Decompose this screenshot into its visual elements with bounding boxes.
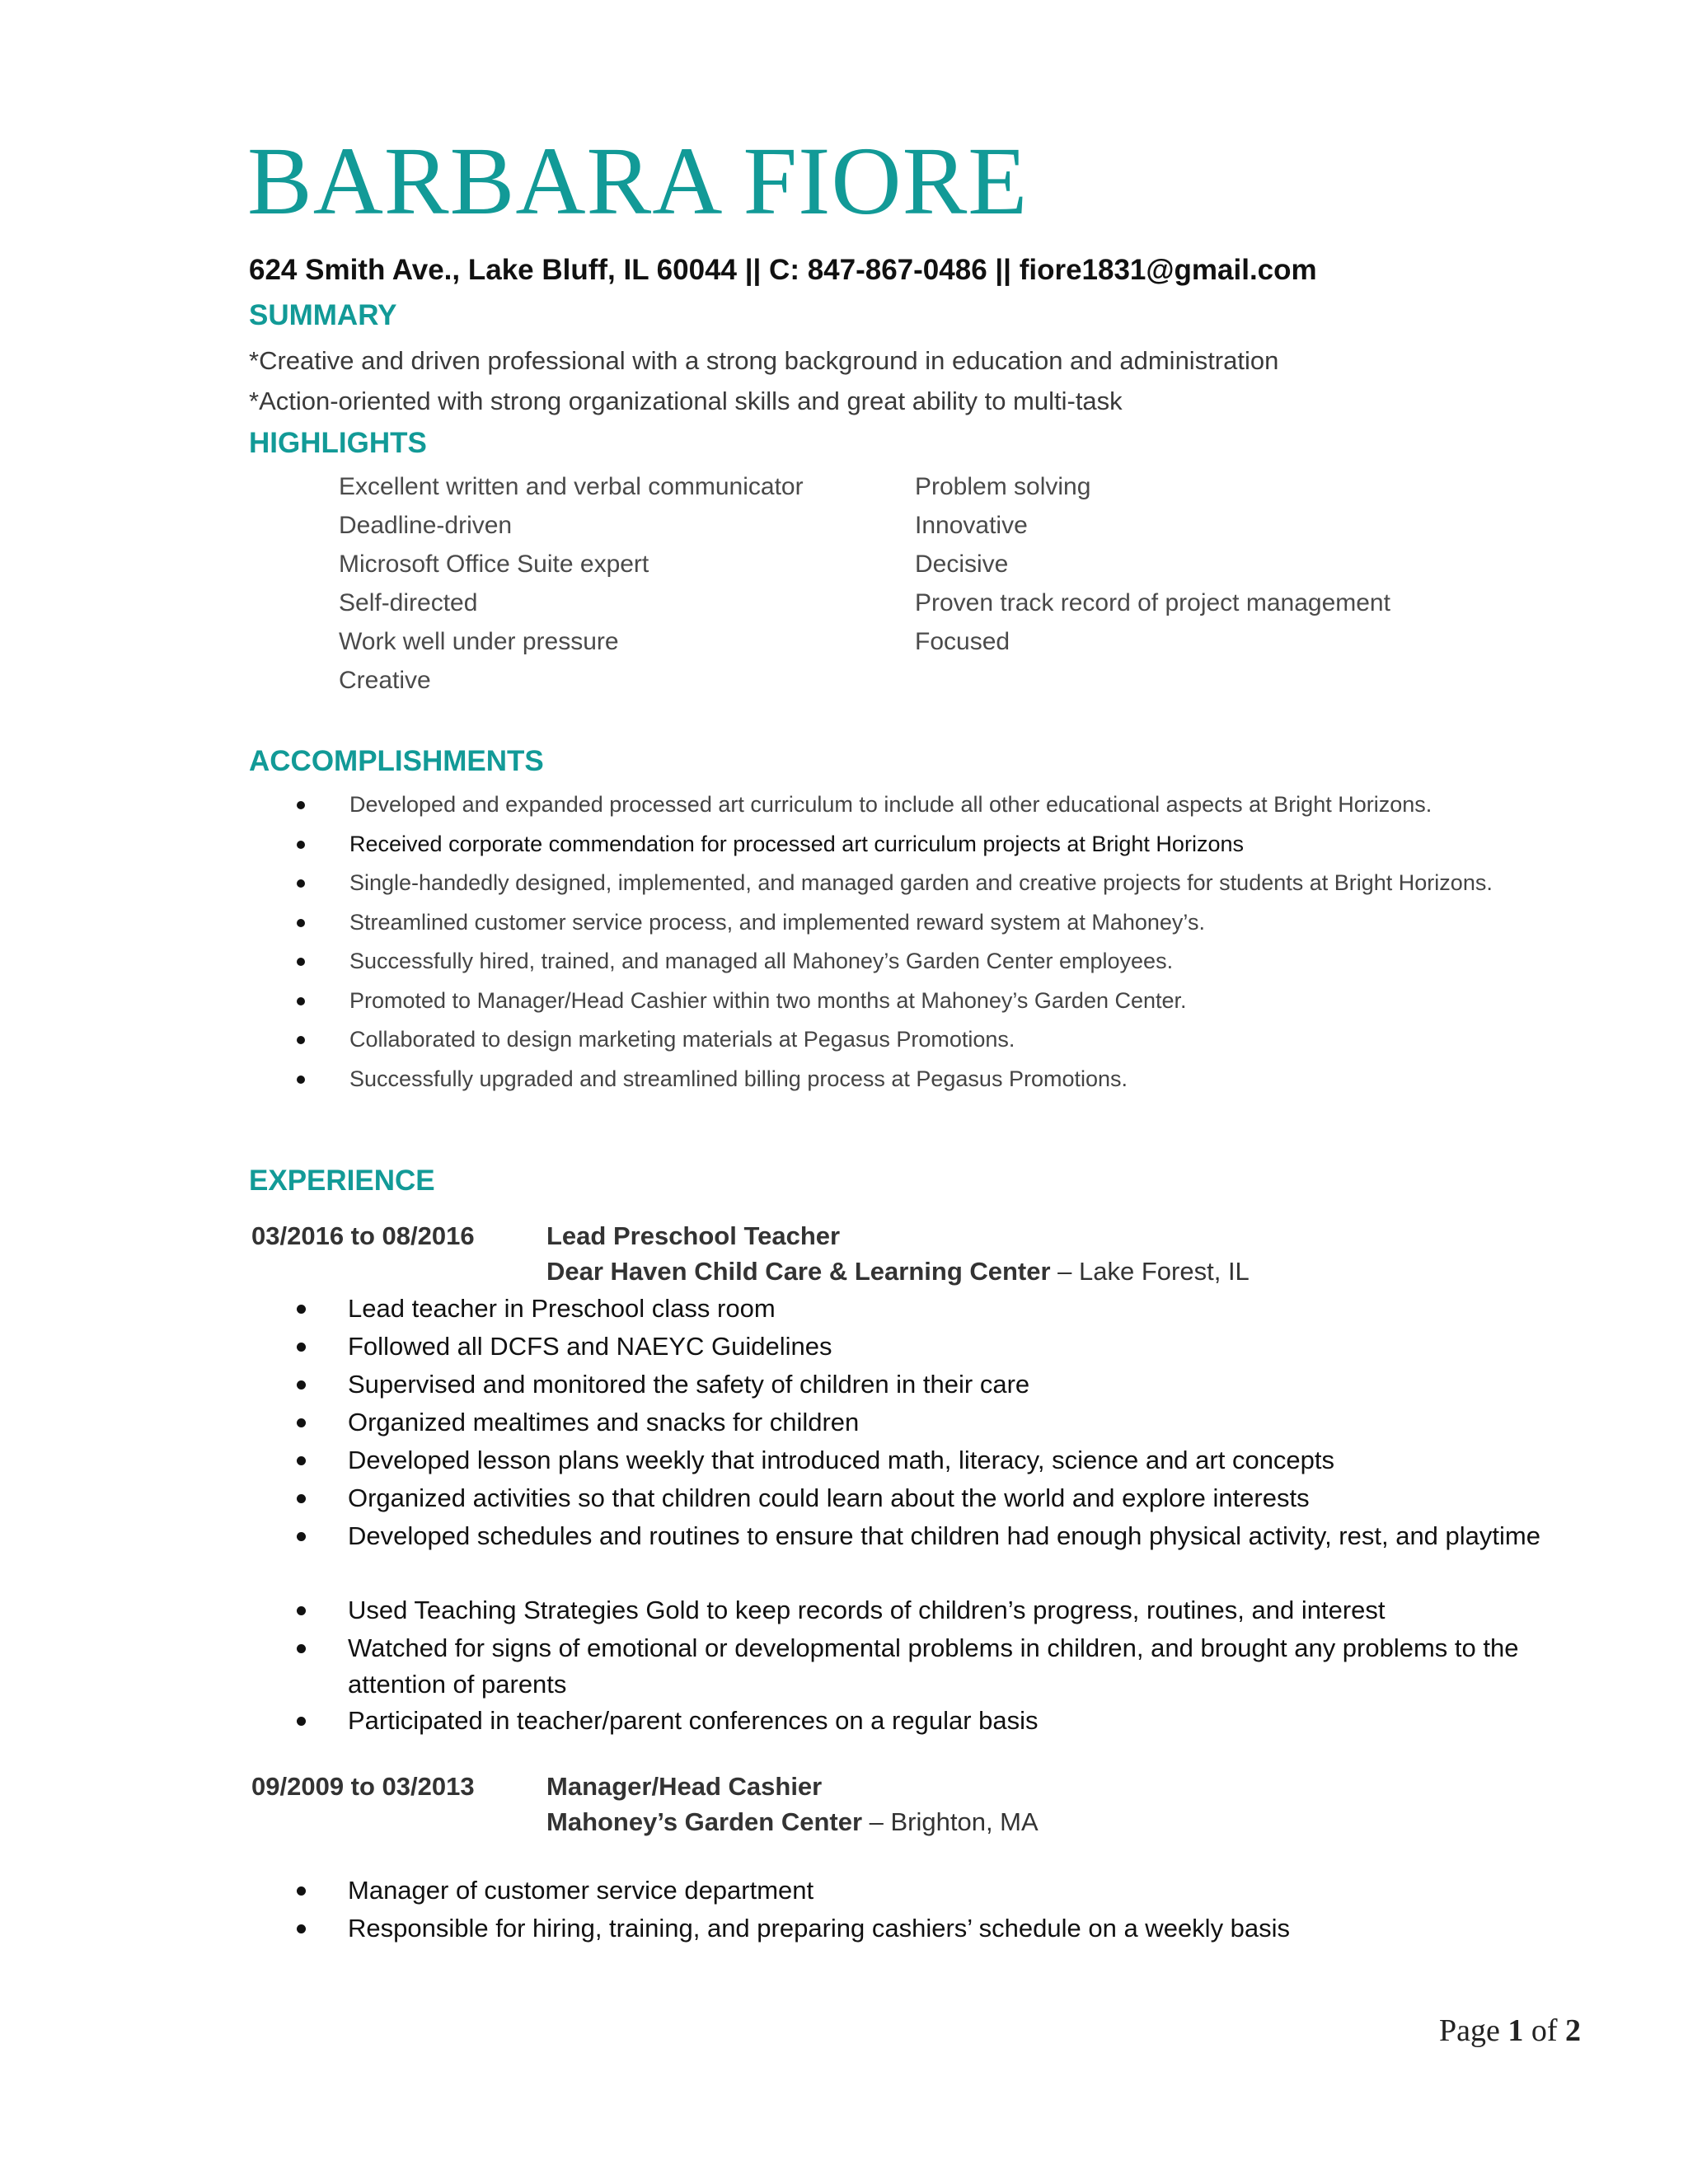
accomplishment-text: Streamlined customer service process, and implemented reward system at Mahoney’s. bbox=[349, 910, 1205, 935]
bullet-icon bbox=[297, 958, 305, 966]
of-word: of bbox=[1523, 2013, 1566, 2048]
job-dates: 09/2009 to 03/2013 bbox=[251, 1772, 475, 1801]
accomplishment-text: Successfully upgraded and streamlined billing process at Pegasus Promotions. bbox=[349, 1066, 1128, 1091]
bullet-icon bbox=[297, 1494, 306, 1503]
summary-line: *Action-oriented with strong organizational skills and great ability to multi-task bbox=[249, 387, 1123, 415]
bullet-icon bbox=[297, 1418, 306, 1427]
experience-heading: EXPERIENCE bbox=[249, 1165, 435, 1197]
highlight-item: Decisive bbox=[915, 551, 1009, 578]
bullet-icon bbox=[297, 879, 305, 888]
job-title: Lead Preschool Teacher bbox=[546, 1221, 841, 1250]
employer-location: – Lake Forest, IL bbox=[1050, 1257, 1250, 1286]
summary-line: *Creative and driven professional with a strong background in education and administration bbox=[249, 346, 1279, 375]
bullet-icon bbox=[297, 1305, 306, 1314]
experience-bullet bbox=[297, 1480, 1599, 1516]
contact-line: 624 Smith Ave., Lake Bluff, IL 60044 || C: 847-867-0486 || fiore1831@gmail.com bbox=[249, 254, 1317, 286]
experience-bullet-text: Participated in teacher/parent conferences on a regular basis bbox=[348, 1706, 1039, 1735]
bullet-icon bbox=[297, 1036, 305, 1044]
bullet-icon bbox=[297, 997, 305, 1005]
bullet-icon bbox=[297, 1380, 306, 1390]
experience-bullet bbox=[297, 1592, 1599, 1629]
page-number bbox=[1439, 2011, 1581, 2050]
applicant-name: BARBARA FIORE bbox=[247, 127, 1029, 235]
bullet-icon bbox=[297, 1343, 306, 1352]
accomplishment-text: Received corporate commendation for processed art curriculum projects at Bright Horizons bbox=[349, 832, 1244, 856]
experience-bullet-text: Supervised and monitored the safety of children in their care bbox=[348, 1370, 1030, 1399]
employer-location: – Brighton, MA bbox=[862, 1807, 1039, 1836]
experience-bullet bbox=[297, 1442, 1599, 1479]
job-employer-line bbox=[546, 1806, 1039, 1839]
experience-bullet-text: Responsible for hiring, training, and preparing cashiers’ schedule on a weekly basis bbox=[348, 1914, 1291, 1943]
highlights-heading: HIGHLIGHTS bbox=[249, 427, 427, 459]
employer-name: Dear Haven Child Care & Learning Center bbox=[546, 1257, 1051, 1286]
accomplishments-heading: ACCOMPLISHMENTS bbox=[249, 745, 544, 777]
page-word: Page bbox=[1439, 2013, 1508, 2048]
highlight-item: Focused bbox=[915, 628, 1010, 655]
bullet-icon bbox=[297, 1076, 305, 1084]
accomplishment-text: Collaborated to design marketing materials at Pegasus Promotions. bbox=[349, 1027, 1015, 1052]
accomplishment-text: Single-handedly designed, implemented, and managed garden and creative projects for students at Bright Horizons. bbox=[349, 870, 1493, 895]
experience-bullet-text: Manager of customer service department bbox=[348, 1876, 814, 1905]
job-dates: 03/2016 to 08/2016 bbox=[251, 1221, 475, 1250]
experience-bullet-text: Developed schedules and routines to ensure that children had enough physical activity, rest, and playtime bbox=[348, 1521, 1540, 1550]
bullet-icon bbox=[297, 1532, 306, 1541]
highlight-item: Proven track record of project management bbox=[915, 589, 1390, 616]
accomplishment-text: Promoted to Manager/Head Cashier within two months at Mahoney’s Garden Center. bbox=[349, 988, 1187, 1013]
bullet-icon bbox=[297, 919, 305, 927]
employer-name: Mahoney’s Garden Center bbox=[546, 1807, 863, 1836]
experience-bullet bbox=[297, 1329, 1599, 1365]
experience-bullet bbox=[297, 1630, 1599, 1703]
bullet-icon bbox=[297, 841, 305, 849]
job-employer-line bbox=[546, 1255, 1250, 1288]
bullet-icon bbox=[297, 1717, 306, 1726]
accomplishment-text: Developed and expanded processed art curriculum to include all other educational aspects at Bright Horizons. bbox=[349, 792, 1432, 817]
highlight-item: Microsoft Office Suite expert bbox=[339, 551, 649, 578]
highlight-item: Problem solving bbox=[915, 473, 1091, 500]
bullet-icon bbox=[297, 1924, 306, 1933]
accomplishment-text: Successfully hired, trained, and managed all Mahoney’s Garden Center employees. bbox=[349, 949, 1174, 973]
summary-heading: SUMMARY bbox=[249, 299, 397, 331]
experience-bullet bbox=[297, 1291, 1599, 1327]
experience-bullet-text: Followed all DCFS and NAEYC Guidelines bbox=[348, 1332, 832, 1361]
experience-bullet-text: Organized mealtimes and snacks for children bbox=[348, 1408, 860, 1436]
job-title: Manager/Head Cashier bbox=[546, 1772, 823, 1801]
experience-bullet-text: Used Teaching Strategies Gold to keep records of children’s progress, routines, and interest bbox=[348, 1596, 1386, 1624]
current-page: 1 bbox=[1507, 2013, 1524, 2048]
total-pages: 2 bbox=[1565, 2013, 1582, 2048]
experience-bullet bbox=[297, 1404, 1599, 1441]
experience-bullet-text: Watched for signs of emotional or developmental problems in children, and brought any problems to the attention of parents bbox=[348, 1633, 1519, 1699]
experience-bullet-text: Lead teacher in Preschool class room bbox=[348, 1294, 776, 1323]
highlight-item: Creative bbox=[339, 667, 431, 694]
experience-bullet bbox=[297, 1872, 1599, 1909]
highlight-item: Deadline-driven bbox=[339, 512, 513, 539]
highlight-item: Self-directed bbox=[339, 589, 478, 616]
bullet-icon bbox=[297, 1886, 306, 1896]
experience-bullet bbox=[297, 1910, 1599, 1947]
experience-bullet-text: Developed lesson plans weekly that introduced math, literacy, science and art concepts bbox=[348, 1446, 1335, 1474]
highlight-item: Work well under pressure bbox=[339, 628, 619, 655]
bullet-icon bbox=[297, 801, 305, 809]
bullet-icon bbox=[297, 1644, 306, 1653]
experience-bullet bbox=[297, 1703, 1599, 1739]
bullet-icon bbox=[297, 1606, 306, 1615]
experience-bullet-text: Organized activities so that children could learn about the world and explore interests bbox=[348, 1483, 1310, 1512]
experience-bullet bbox=[297, 1366, 1599, 1403]
highlight-item: Innovative bbox=[915, 512, 1028, 539]
bullet-icon bbox=[297, 1456, 306, 1465]
highlight-item: Excellent written and verbal communicator bbox=[339, 473, 804, 500]
experience-bullet bbox=[297, 1518, 1599, 1554]
